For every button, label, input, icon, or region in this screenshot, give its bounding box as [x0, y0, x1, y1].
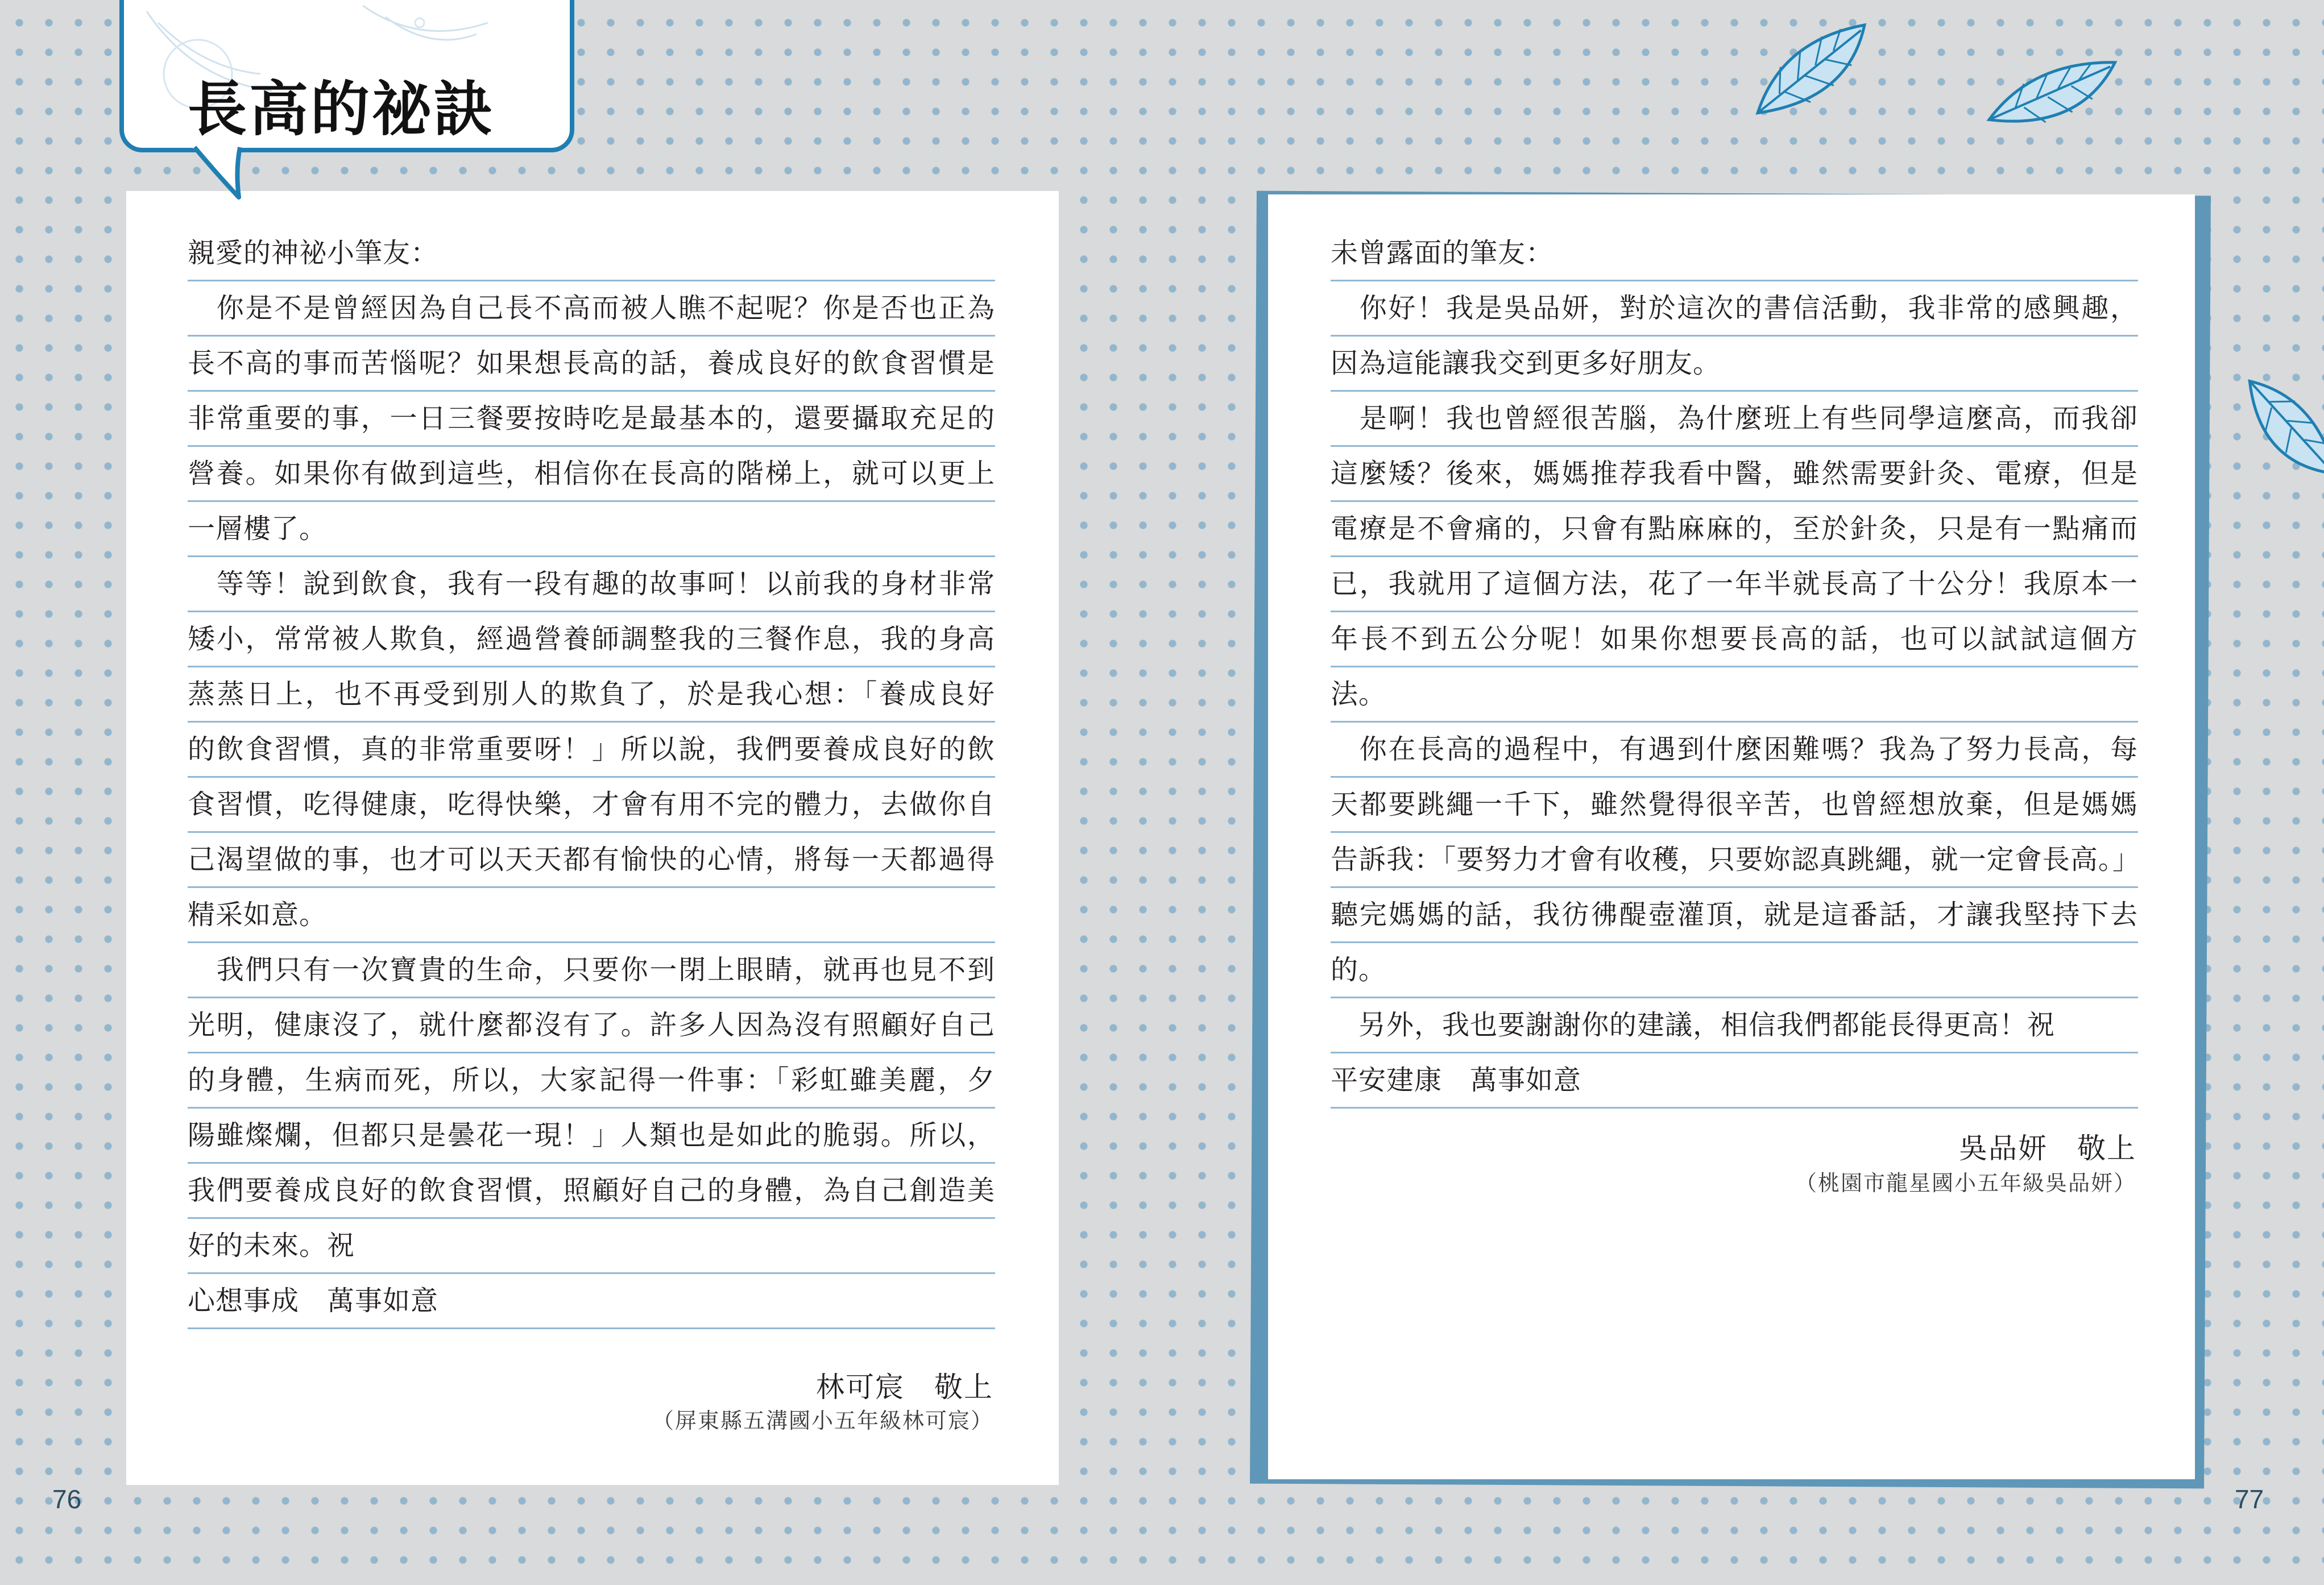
letter-line: 法。 [1331, 667, 2138, 723]
letter-line: 親愛的神祕小筆友： [188, 226, 995, 281]
letter-line: 己渴望做的事，也才可以天天都有愉快的心情，將每一天都過得 [188, 833, 995, 888]
letter-line: 是啊！我也曾經很苦腦，為什麼班上有些同學這麼高，而我卻 [1331, 392, 2138, 447]
speech-bubble-tail [182, 145, 250, 202]
letter-line: 平安建康 萬事如意 [1331, 1053, 2138, 1109]
letter-line: 另外，我也要謝謝你的建議，相信我們都能長得更高！祝 [1331, 998, 2138, 1053]
letter-line: 你是不是曾經因為自己長不高而被人瞧不起呢？你是否也正為 [188, 281, 995, 337]
letter-line: 陽雖燦爛，但都只是曇花一現！」人類也是如此的脆弱。所以， [188, 1109, 995, 1164]
feather-leaf-icon [2229, 347, 2324, 495]
letter-line: 食習慣，吃得健康，吃得快樂，才會有用不完的體力，去做你自 [188, 778, 995, 833]
letter-line: 未曾露面的筆友： [1331, 226, 2138, 281]
letter-line: 我們只有一次寶貴的生命，只要你一閉上眼睛，就再也見不到 [188, 943, 995, 998]
letter-line: 已，我就用了這個方法，花了一年半就長高了十公分！我原本一 [1331, 557, 2138, 612]
feather-leaf-icon [1734, 17, 1894, 131]
letter-line: 精采如意。 [188, 888, 995, 943]
right-signature: 吳品妍 敬上 [1959, 1132, 2136, 1165]
left-letter-body [188, 226, 995, 1329]
letter-line: 的身體，生病而死，所以，大家記得一件事：「彩虹雖美麗，夕 [188, 1053, 995, 1109]
letter-line: 蒸蒸日上，也不再受到別人的欺負了，於是我心想：「養成良好 [188, 667, 995, 723]
letter-line: 我們要養成良好的飲食習慣，照顧好自己的身體，為自己創造美 [188, 1164, 995, 1219]
letter-line: 心想事成 萬事如意 [188, 1274, 995, 1329]
page-number-right: 77 [2235, 1484, 2264, 1514]
right-letter-body [1331, 226, 2138, 1109]
letter-line: 告訴我：「要努力才會有收穫，只要妳認真跳繩，就一定會長高。」 [1331, 833, 2138, 888]
letter-line: 長不高的事而苦惱呢？如果想長高的話，養成良好的飲食習慣是 [188, 337, 995, 392]
letter-line: 電療是不會痛的，只會有點麻麻的，至於針灸，只是有一點痛而 [1331, 502, 2138, 557]
left-author-note: （屏東縣五溝國小五年級林可宸） [652, 1408, 993, 1433]
right-author-note: （桃園市龍星國小五年級吳品妍） [1795, 1171, 2136, 1196]
letter-line: 你好！我是吳品妍，對於這次的書信活動，我非常的感興趣， [1331, 281, 2138, 337]
page-title: 長高的祕訣 [188, 74, 495, 144]
left-signature: 林可宸 敬上 [816, 1371, 993, 1404]
letter-line: 好的未來。祝 [188, 1219, 995, 1274]
letter-line: 因為這能讓我交到更多好朋友。 [1331, 337, 2138, 392]
letter-line: 的。 [1331, 943, 2138, 998]
letter-line: 的飲食習慣，真的非常重要呀！」所以說，我們要養成良好的飲 [188, 723, 995, 778]
page-number-left: 76 [52, 1484, 82, 1514]
letter-line: 年長不到五公分呢！如果你想要長高的話，也可以試試這個方 [1331, 612, 2138, 667]
letter-line: 一層樓了。 [188, 502, 995, 557]
letter-line: 光明，健康沒了，就什麼都沒有了。許多人因為沒有照顧好自己 [188, 998, 995, 1053]
letter-line: 聽完媽媽的話，我彷彿醍壺灌頂，就是這番話，才讓我堅持下去 [1331, 888, 2138, 943]
letter-line: 矮小，常常被人欺負，經過營養師調整我的三餐作息，我的身高 [188, 612, 995, 667]
letter-line: 等等！說到飲食，我有一段有趣的故事呵！以前我的身材非常 [188, 557, 995, 612]
feather-leaf-icon [1973, 45, 2132, 142]
letter-line: 你在長高的過程中，有遇到什麼困難嗎？我為了努力長高，每 [1331, 723, 2138, 778]
letter-line: 非常重要的事，一日三餐要按時吃是最基本的，還要攝取充足的 [188, 392, 995, 447]
letter-line: 這麼矮？後來，媽媽推荐我看中醫，雖然需要針灸、電療，但是 [1331, 447, 2138, 502]
letter-line: 天都要跳繩一千下，雖然覺得很辛苦，也曾經想放棄，但是媽媽 [1331, 778, 2138, 833]
letter-line: 營養。如果你有做到這些，相信你在長高的階梯上，就可以更上 [188, 447, 995, 502]
